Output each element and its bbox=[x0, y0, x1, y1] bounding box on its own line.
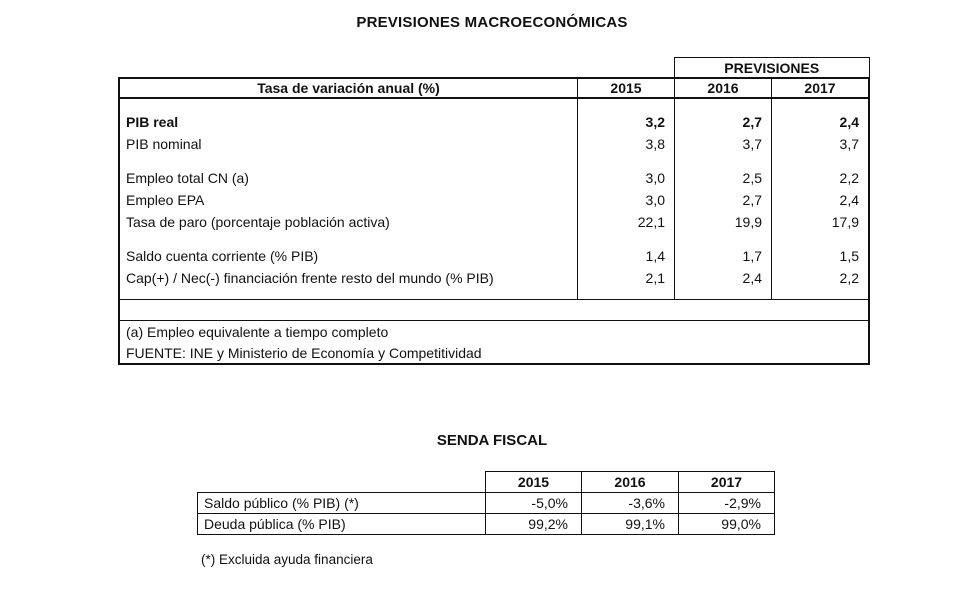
cell-value: 1,7 bbox=[675, 245, 772, 267]
table-header-row bbox=[119, 78, 869, 98]
cell-value: -2,9% bbox=[679, 493, 775, 514]
page-title: PREVISIONES MACROECONÓMICAS bbox=[356, 14, 628, 31]
fiscal-year-2017: 2017 bbox=[679, 472, 775, 493]
cell-value: 3,7 bbox=[772, 133, 870, 155]
header-year-2015: 2015 bbox=[578, 78, 675, 98]
cell-value: 2,2 bbox=[772, 267, 870, 289]
cell-value: 2,2 bbox=[772, 167, 870, 189]
header-indicator: Tasa de variación anual (%) bbox=[119, 78, 578, 98]
cell-value: 99,2% bbox=[486, 514, 582, 535]
cell-value: -5,0% bbox=[486, 493, 582, 514]
fiscal-table bbox=[197, 471, 775, 535]
macro-forecast-table bbox=[118, 57, 870, 365]
cell-value: 17,9 bbox=[772, 211, 870, 233]
cell-value: 3,8 bbox=[578, 133, 675, 155]
table-source: FUENTE: INE y Ministerio de Economía y Competitividad bbox=[119, 342, 869, 364]
cell-value: 2,7 bbox=[675, 111, 772, 133]
source-row bbox=[119, 342, 869, 364]
fiscal-title: SENDA FISCAL bbox=[436, 432, 548, 449]
cell-value: 3,0 bbox=[578, 167, 675, 189]
row-label: Saldo cuenta corriente (% PIB) bbox=[119, 245, 578, 267]
table-row bbox=[119, 211, 869, 233]
fiscal-year-2016: 2016 bbox=[582, 472, 679, 493]
cell-value: 22,1 bbox=[578, 211, 675, 233]
cell-value: 2,4 bbox=[772, 189, 870, 211]
cell-value: -3,6% bbox=[582, 493, 679, 514]
fiscal-footnote: (*) Excluida ayuda financiera bbox=[201, 552, 373, 567]
row-label: Cap(+) / Nec(-) financiación frente resto del mundo (% PIB) bbox=[119, 267, 578, 289]
cell-value: 3,7 bbox=[675, 133, 772, 155]
row-label: PIB nominal bbox=[119, 133, 578, 155]
row-label: Deuda pública (% PIB) bbox=[198, 514, 486, 535]
fiscal-header-row bbox=[198, 472, 775, 493]
row-label: Empleo total CN (a) bbox=[119, 167, 578, 189]
cell-value: 19,9 bbox=[675, 211, 772, 233]
cell-value: 3,2 bbox=[578, 111, 675, 133]
cell-value: 2,5 bbox=[675, 167, 772, 189]
previsiones-header-row bbox=[119, 58, 869, 79]
empty-row bbox=[119, 300, 869, 321]
table-row bbox=[119, 133, 869, 155]
header-year-2017: 2017 bbox=[772, 78, 870, 98]
table-row bbox=[119, 167, 869, 189]
table-row bbox=[198, 493, 775, 514]
cell-value: 99,1% bbox=[582, 514, 679, 535]
row-label: PIB real bbox=[119, 111, 578, 133]
table-row bbox=[198, 514, 775, 535]
cell-value: 2,4 bbox=[675, 267, 772, 289]
row-label: Empleo EPA bbox=[119, 189, 578, 211]
fiscal-year-2015: 2015 bbox=[486, 472, 582, 493]
row-label: Tasa de paro (porcentaje población activa) bbox=[119, 211, 578, 233]
table-row bbox=[119, 111, 869, 133]
cell-value: 99,0% bbox=[679, 514, 775, 535]
cell-value: 1,5 bbox=[772, 245, 870, 267]
cell-value: 1,4 bbox=[578, 245, 675, 267]
cell-value: 2,4 bbox=[772, 111, 870, 133]
row-label: Saldo público (% PIB) (*) bbox=[198, 493, 486, 514]
previsiones-label: PREVISIONES bbox=[675, 58, 870, 79]
header-year-2016: 2016 bbox=[675, 78, 772, 98]
note-row bbox=[119, 321, 869, 343]
table-row bbox=[119, 189, 869, 211]
table-row bbox=[119, 245, 869, 267]
cell-value: 2,7 bbox=[675, 189, 772, 211]
table-note: (a) Empleo equivalente a tiempo completo bbox=[119, 321, 869, 343]
cell-value: 2,1 bbox=[578, 267, 675, 289]
table-row bbox=[119, 267, 869, 289]
cell-value: 3,0 bbox=[578, 189, 675, 211]
